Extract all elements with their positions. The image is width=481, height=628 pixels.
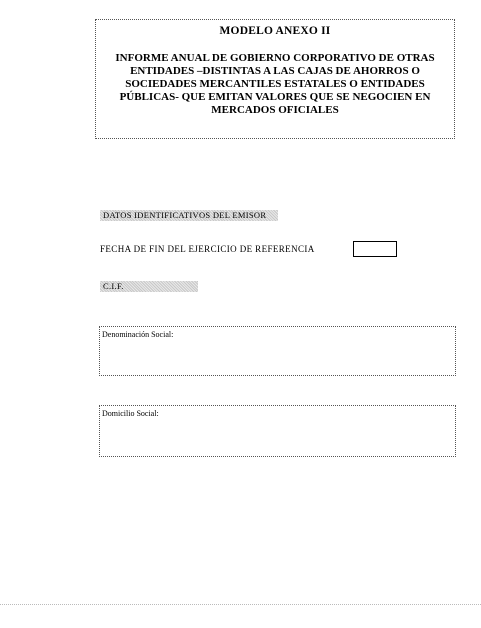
page-bottom-divider (0, 604, 481, 605)
fiscal-year-end-label: FECHA DE FIN DEL EJERCICIO DE REFERENCIA (100, 244, 315, 254)
document-header-box (95, 19, 455, 139)
report-title: INFORME ANUAL DE GOBIERNO CORPORATIVO DE OTRAS ENTIDADES –DISTINTAS A LAS CAJAS DE AHORROS O SOCIEDADES MERCANTILES ESTATALES O ENTIDADES PÚBLICAS- QUE EMITAN VALORES QUE SE NEGOCIEN EN MERCADOS OFICIALES (115, 52, 435, 116)
cif-label: C.I.F. (100, 281, 198, 292)
model-title: MODELO ANEXO II (219, 25, 331, 37)
registered-address-field[interactable] (99, 405, 456, 457)
company-name-label: Denominación Social: (102, 330, 174, 339)
fiscal-year-end-field[interactable] (353, 241, 397, 257)
registered-address-label: Domicilio Social: (102, 409, 159, 418)
issuer-data-section-label: DATOS IDENTIFICATIVOS DEL EMISOR (100, 210, 278, 221)
company-name-field[interactable] (99, 326, 456, 376)
